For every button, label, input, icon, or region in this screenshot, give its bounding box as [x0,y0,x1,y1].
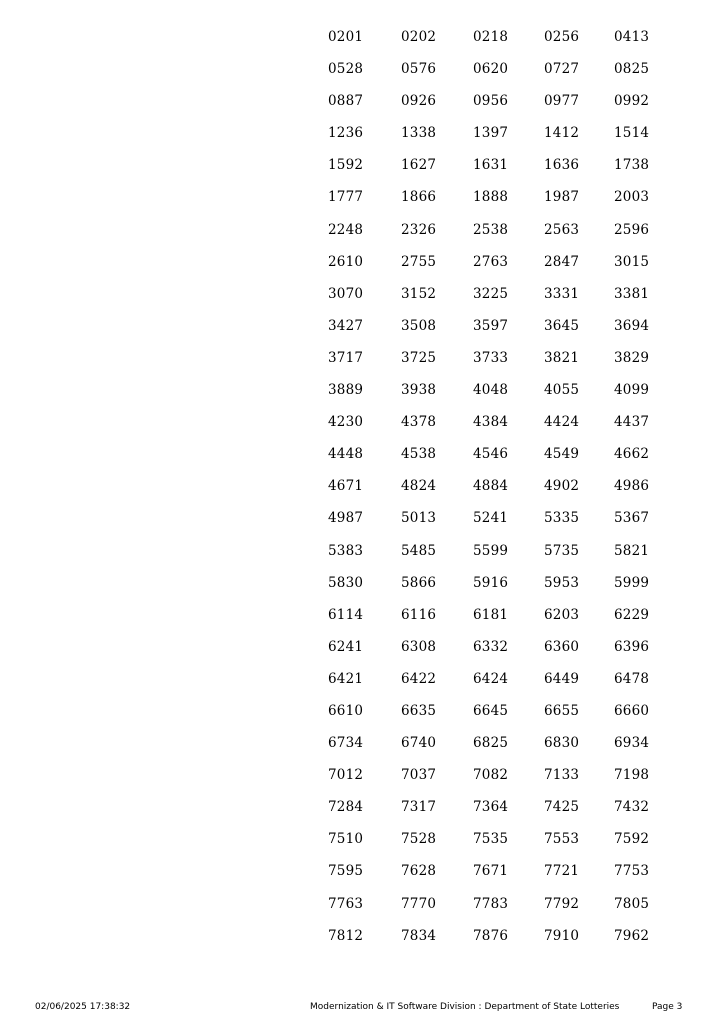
number-cell: 6241 [328,638,364,655]
footer-division: Modernization & IT Software Division : Department of State Lotteries [310,1002,620,1012]
number-cell: 6645 [473,702,509,719]
number-cell: 6424 [473,670,509,687]
number-cell: 7721 [544,863,580,880]
number-cell: 5013 [401,510,437,527]
number-cell: 7805 [614,895,650,912]
number-cell: 6422 [401,670,437,687]
number-cell: 4048 [473,382,509,399]
number-cell: 2003 [614,189,650,206]
number-cell: 3725 [401,349,437,366]
number-cell: 3427 [328,317,364,334]
number-cell: 4986 [614,478,650,495]
number-cell: 6830 [544,735,580,752]
number-cell: 7812 [328,927,364,944]
number-cell: 2563 [544,221,580,238]
number-cell: 6116 [401,606,437,623]
number-cell: 5830 [328,574,364,591]
number-cell: 7553 [544,831,580,848]
number-row [328,188,668,220]
number-cell: 0413 [614,29,650,45]
number-cell: 3717 [328,349,364,366]
number-cell: 7425 [544,799,580,816]
number-cell: 7133 [544,767,580,784]
number-cell: 6740 [401,735,437,752]
number-cell: 2763 [473,253,509,270]
number-cell: 0256 [544,29,580,45]
number-row [328,509,668,541]
number-cell: 5866 [401,574,437,591]
number-cell: 1636 [544,157,580,174]
number-cell: 7770 [401,895,437,912]
number-cell: 0620 [473,61,509,78]
number-cell: 2755 [401,253,437,270]
number-row [328,798,668,830]
number-cell: 6934 [614,735,650,752]
number-cell: 7012 [328,767,364,784]
number-cell: 2248 [328,221,364,238]
number-row [328,92,668,124]
number-cell: 1631 [473,157,509,174]
number-cell: 5599 [473,542,509,559]
number-cell: 3381 [614,285,650,302]
number-row [328,413,668,445]
number-cell: 6610 [328,702,364,719]
number-cell: 5953 [544,574,580,591]
number-cell: 0218 [473,29,509,45]
number-cell: 7284 [328,799,364,816]
number-cell: 4437 [614,414,650,431]
number-cell: 1627 [401,157,437,174]
number-cell: 2847 [544,253,580,270]
number-cell: 7082 [473,767,509,784]
number-row [328,702,668,734]
number-cell: 7753 [614,863,650,880]
number-cell: 7317 [401,799,437,816]
number-cell: 4099 [614,382,650,399]
number-cell: 7364 [473,799,509,816]
number-row [328,542,668,574]
footer-datetime: 02/06/2025 17:38:32 [35,1002,131,1012]
number-cell: 3733 [473,349,509,366]
number-cell: 3597 [473,317,509,334]
number-cell: 2538 [473,221,509,238]
number-cell: 7763 [328,895,364,912]
number-row [328,124,668,156]
number-row [328,638,668,670]
number-cell: 4384 [473,414,509,431]
number-cell: 3015 [614,253,650,270]
number-cell: 6660 [614,702,650,719]
number-cell: 1592 [328,157,364,174]
number-cell: 3821 [544,349,580,366]
number-cell: 1397 [473,125,509,142]
number-cell: 3152 [401,285,437,302]
number-cell: 3645 [544,317,580,334]
number-cell: 4424 [544,414,580,431]
number-cell: 4378 [401,414,437,431]
number-cell: 1738 [614,157,650,174]
number-row [328,574,668,606]
number-cell: 6635 [401,702,437,719]
number-cell: 1236 [328,125,364,142]
number-row [328,285,668,317]
number-row [328,477,668,509]
number-cell: 1888 [473,189,509,206]
number-cell: 3070 [328,285,364,302]
number-cell: 7595 [328,863,364,880]
number-cell: 7671 [473,863,509,880]
number-cell: 0887 [328,93,364,110]
number-cell: 1338 [401,125,437,142]
number-cell: 4055 [544,382,580,399]
number-cell: 4902 [544,478,580,495]
number-cell: 4230 [328,414,364,431]
number-cell: 2596 [614,221,650,238]
number-row [328,253,668,285]
number-cell: 6655 [544,702,580,719]
number-cell: 0727 [544,61,580,78]
number-row [328,445,668,477]
number-cell: 1777 [328,189,364,206]
number-cell: 0977 [544,93,580,110]
number-cell: 5821 [614,542,650,559]
number-cell: 3694 [614,317,650,334]
footer-page-number: Page 3 [652,1002,683,1012]
number-cell: 4448 [328,446,364,463]
number-row [328,381,668,413]
number-row [328,349,668,381]
number-cell: 4671 [328,478,364,495]
number-cell: 0202 [401,29,437,45]
number-cell: 0926 [401,93,437,110]
number-cell: 3829 [614,349,650,366]
number-cell: 5916 [473,574,509,591]
number-cell: 6181 [473,606,509,623]
number-cell: 7876 [473,927,509,944]
number-row [328,766,668,798]
number-row [328,670,668,702]
number-cell: 4884 [473,478,509,495]
number-cell: 6396 [614,638,650,655]
number-row [328,317,668,349]
winning-numbers-grid [328,28,668,959]
number-cell: 4549 [544,446,580,463]
number-cell: 0956 [473,93,509,110]
number-cell: 6478 [614,670,650,687]
number-cell: 5383 [328,542,364,559]
number-cell: 3508 [401,317,437,334]
number-cell: 7528 [401,831,437,848]
number-cell: 0825 [614,61,650,78]
number-cell: 1514 [614,125,650,142]
number-cell: 4546 [473,446,509,463]
number-cell: 6449 [544,670,580,687]
number-cell: 7592 [614,831,650,848]
number-cell: 3889 [328,382,364,399]
page-footer [0,1000,724,1014]
number-cell: 5241 [473,510,509,527]
number-cell: 6825 [473,735,509,752]
number-cell: 0576 [401,61,437,78]
number-cell: 0528 [328,61,364,78]
number-cell: 6308 [401,638,437,655]
number-cell: 7628 [401,863,437,880]
number-row [328,221,668,253]
number-cell: 1987 [544,189,580,206]
number-cell: 4824 [401,478,437,495]
number-row [328,895,668,927]
number-row [328,927,668,959]
number-cell: 5999 [614,574,650,591]
number-cell: 7432 [614,799,650,816]
number-cell: 6332 [473,638,509,655]
number-row [328,862,668,894]
number-cell: 0992 [614,93,650,110]
number-cell: 5485 [401,542,437,559]
number-cell: 6114 [328,606,364,623]
number-cell: 7962 [614,927,650,944]
number-row [328,28,668,60]
number-cell: 4538 [401,446,437,463]
number-cell: 3938 [401,382,437,399]
number-cell: 3225 [473,285,509,302]
number-cell: 3331 [544,285,580,302]
number-cell: 2326 [401,221,437,238]
number-cell: 6203 [544,606,580,623]
number-row [328,734,668,766]
number-cell: 7910 [544,927,580,944]
number-cell: 7783 [473,895,509,912]
number-cell: 4662 [614,446,650,463]
number-row [328,606,668,638]
number-row [328,60,668,92]
number-cell: 6360 [544,638,580,655]
number-cell: 6229 [614,606,650,623]
number-cell: 1412 [544,125,580,142]
number-row [328,156,668,188]
number-row [328,830,668,862]
number-cell: 4987 [328,510,364,527]
number-cell: 2610 [328,253,364,270]
number-cell: 6421 [328,670,364,687]
number-cell: 7535 [473,831,509,848]
number-cell: 5735 [544,542,580,559]
number-cell: 0201 [328,29,364,45]
number-cell: 7792 [544,895,580,912]
number-cell: 7834 [401,927,437,944]
number-cell: 1866 [401,189,437,206]
number-cell: 7198 [614,767,650,784]
number-cell: 5367 [614,510,650,527]
number-cell: 6734 [328,735,364,752]
number-cell: 5335 [544,510,580,527]
number-cell: 7510 [328,831,364,848]
number-cell: 7037 [401,767,437,784]
